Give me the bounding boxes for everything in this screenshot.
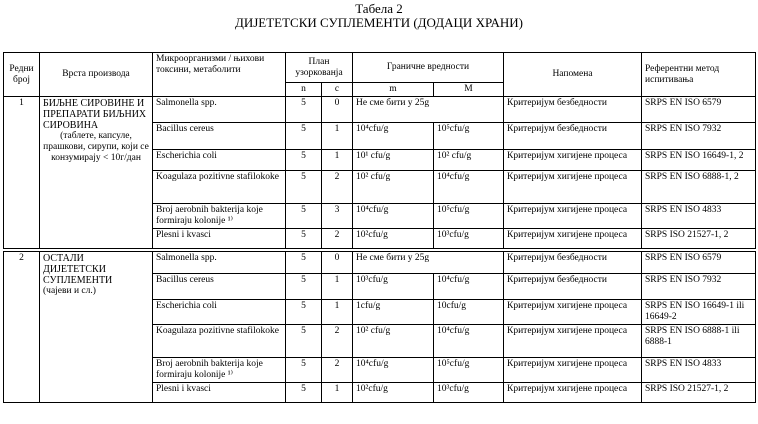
- sample-c: 3: [322, 204, 353, 229]
- title-block: [0, 0, 758, 30]
- table-row: [4, 97, 756, 123]
- microorganism: Broj aerobnih bakterija koje formiraju kolonije ¹⁾: [153, 204, 286, 229]
- limit-M: 10⁵cfu/g: [434, 123, 504, 150]
- sample-n: 5: [286, 325, 322, 358]
- reference-method: SRPS EN ISO 16649-1, 2: [642, 150, 756, 171]
- reference-method: SRPS EN ISO 6579: [642, 97, 756, 123]
- note: Критеријум хигијене процеса: [504, 204, 642, 229]
- sample-n: 5: [286, 274, 322, 300]
- sample-c: 0: [322, 252, 353, 274]
- limit-m: 10²cfu/g: [353, 383, 434, 403]
- header-granicne: Граничне вредности: [353, 53, 504, 83]
- reference-method: SRPS EN ISO 6888-1 ili 6888-1: [642, 325, 756, 358]
- microorganism: Escherichia coli: [153, 150, 286, 171]
- note: Критеријум безбедности: [504, 123, 642, 150]
- reference-method: SRPS ISO 21527-1, 2: [642, 383, 756, 403]
- reference-method: SRPS EN ISO 4833: [642, 358, 756, 383]
- header-metod: Референтни метод испитивања: [642, 53, 756, 97]
- sample-c: 2: [322, 229, 353, 249]
- note: Критеријум хигијене процеса: [504, 325, 642, 358]
- note: Критеријум хигијене процеса: [504, 300, 642, 325]
- reference-method: SRPS EN ISO 16649-1 ili 16649-2: [642, 300, 756, 325]
- product-type: [40, 97, 153, 249]
- reference-method: SRPS EN ISO 7932: [642, 123, 756, 150]
- limit-M: 10³cfu/g: [434, 229, 504, 249]
- limit-M: 10⁵cfu/g: [434, 358, 504, 383]
- microorganism: Plesni i kvasci: [153, 383, 286, 403]
- sample-c: 2: [322, 171, 353, 204]
- supplements-table: [3, 52, 756, 403]
- sample-c: 0: [322, 97, 353, 123]
- reference-method: SRPS ISO 21527-1, 2: [642, 229, 756, 249]
- microorganism: Koagulaza pozitivne stafilokoke: [153, 171, 286, 204]
- limit-m: Не сме бити у 25g: [353, 97, 504, 123]
- microorganism: Broj aerobnih bakterija koje formiraju kolonije ¹⁾: [153, 358, 286, 383]
- header-n: n: [286, 83, 322, 97]
- sample-c: 2: [322, 325, 353, 358]
- header-mikroorganizmi: Микроорганизми / њихови токсини, метаболити: [153, 53, 286, 97]
- limit-m: 1cfu/g: [353, 300, 434, 325]
- group-number: 1: [4, 97, 40, 249]
- note: Критеријум хигијене процеса: [504, 358, 642, 383]
- sample-n: 5: [286, 171, 322, 204]
- header-M: M: [434, 83, 504, 97]
- reference-method: SRPS EN ISO 4833: [642, 204, 756, 229]
- note: Критеријум хигијене процеса: [504, 150, 642, 171]
- limit-M: 10² cfu/g: [434, 150, 504, 171]
- reference-method: SRPS EN ISO 6888-1, 2: [642, 171, 756, 204]
- header-vrsta: Врста производа: [40, 53, 153, 97]
- microorganism: Salmonella spp.: [153, 97, 286, 123]
- limit-M: 10⁴cfu/g: [434, 274, 504, 300]
- table-title: ДИЈЕТЕТСКИ СУПЛЕМЕНТИ (ДОДАЦИ ХРАНИ): [234, 15, 524, 30]
- product-type-description: (чајеви и сл.): [43, 286, 96, 296]
- sample-c: 1: [322, 300, 353, 325]
- sample-c: 1: [322, 123, 353, 150]
- sample-c: 1: [322, 150, 353, 171]
- sample-c: 1: [322, 274, 353, 300]
- note: Критеријум хигијене процеса: [504, 229, 642, 249]
- table-row: [4, 252, 756, 274]
- microorganism: Salmonella spp.: [153, 252, 286, 274]
- table-number: Табела 2: [355, 1, 403, 16]
- limit-M: 10³cfu/g: [434, 383, 504, 403]
- microorganism: Plesni i kvasci: [153, 229, 286, 249]
- product-type-title: БИЉНЕ СИРОВИНЕ И ПРЕПАРАТИ БИЉНИХ СИРОВИНА: [43, 98, 147, 131]
- limit-M: 10⁴cfu/g: [434, 325, 504, 358]
- microorganism: Bacillus cereus: [153, 123, 286, 150]
- sample-n: 5: [286, 229, 322, 249]
- reference-method: SRPS EN ISO 7932: [642, 274, 756, 300]
- sample-n: 5: [286, 300, 322, 325]
- sample-c: 2: [322, 358, 353, 383]
- header-plan: План узоркованја: [286, 53, 353, 83]
- microorganism: Koagulaza pozitivne stafilokoke: [153, 325, 286, 358]
- note: Критеријум безбедности: [504, 252, 642, 274]
- reference-method: SRPS EN ISO 6579: [642, 252, 756, 274]
- sample-n: 5: [286, 358, 322, 383]
- sample-n: 5: [286, 97, 322, 123]
- sample-n: 5: [286, 150, 322, 171]
- limit-m: 10⁴cfu/g: [353, 204, 434, 229]
- limit-m: 10⁴cfu/g: [353, 123, 434, 150]
- header-m: m: [353, 83, 434, 97]
- limit-M: 10cfu/g: [434, 300, 504, 325]
- microorganism: Escherichia coli: [153, 300, 286, 325]
- limit-M: 10⁵cfu/g: [434, 204, 504, 229]
- limit-m: 10¹ cfu/g: [353, 150, 434, 171]
- product-type-description: (таблете, капсуле, прашкови, сирупи, који се конзумирају < 10г/дан: [43, 131, 149, 163]
- product-type-title: ОСТАЛИ ДИЈЕТЕТСКИ СУПЛЕМЕНТИ: [43, 253, 113, 286]
- limit-m: 10²cfu/g: [353, 229, 434, 249]
- sample-n: 5: [286, 252, 322, 274]
- limit-m: 10² cfu/g: [353, 325, 434, 358]
- note: Критеријум безбедности: [504, 274, 642, 300]
- sample-n: 5: [286, 204, 322, 229]
- header-redni-broj: Редни број: [4, 53, 40, 97]
- sample-c: 1: [322, 383, 353, 403]
- note: Критеријум хигијене процеса: [504, 383, 642, 403]
- microorganism: Bacillus cereus: [153, 274, 286, 300]
- table-body: [4, 97, 756, 403]
- limit-m: 10³cfu/g: [353, 274, 434, 300]
- product-type: [40, 252, 153, 403]
- header-napomena: Напомена: [504, 53, 642, 97]
- sample-n: 5: [286, 123, 322, 150]
- limit-m: 10² cfu/g: [353, 171, 434, 204]
- limit-m: Не сме бити у 25g: [353, 252, 504, 274]
- limit-M: 10⁴cfu/g: [434, 171, 504, 204]
- sample-n: 5: [286, 383, 322, 403]
- limit-m: 10⁴cfu/g: [353, 358, 434, 383]
- note: Критеријум хигијене процеса: [504, 171, 642, 204]
- group-number: 2: [4, 252, 40, 403]
- header-c: c: [322, 83, 353, 97]
- note: Критеријум безбедности: [504, 97, 642, 123]
